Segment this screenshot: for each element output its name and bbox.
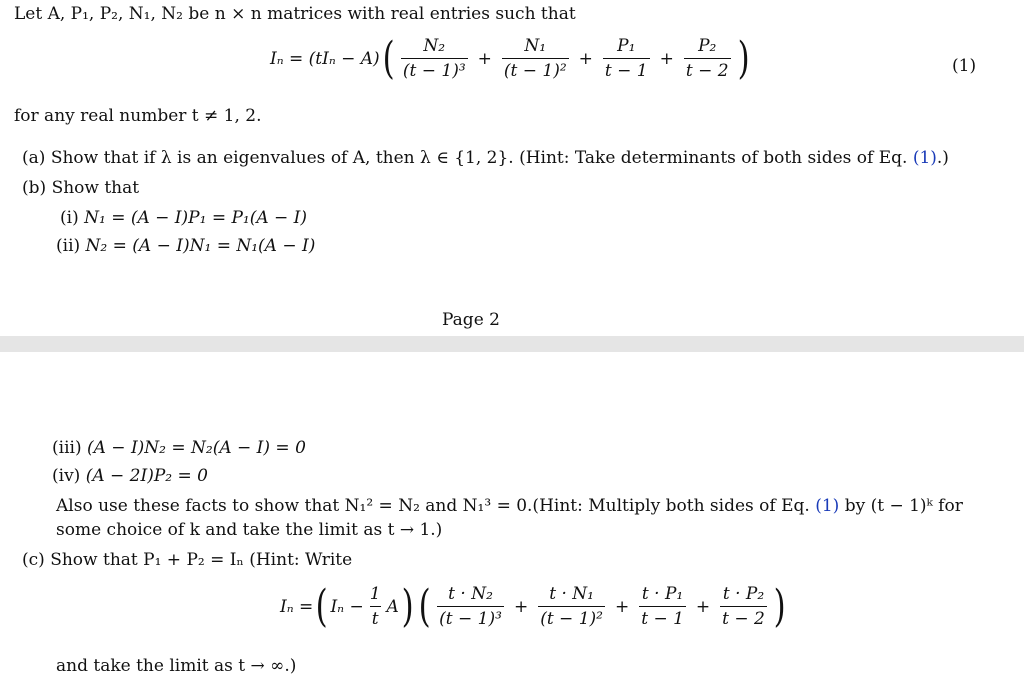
plus-sign: + — [578, 48, 593, 69]
fraction-tn2 — [437, 584, 504, 629]
part-b-label: (b) — [22, 178, 47, 198]
right-paren: ) — [773, 580, 786, 632]
closing-text: and take the limit as t → ∞.) — [56, 656, 297, 676]
fraction-one-over-t — [368, 584, 383, 629]
item-iv-label: (iv) — [52, 466, 81, 486]
equation-ref-link-2[interactable]: (1) — [815, 496, 840, 516]
fraction-denominator: t − 2 — [720, 606, 767, 629]
part-b-text: Show that — [51, 178, 140, 198]
item-i — [60, 208, 307, 228]
fraction-numerator: t · N₁ — [549, 584, 594, 604]
page-one — [0, 0, 1024, 336]
intro-text: Let A, P₁, P₂, N₁, N₂ be n × n matrices with real entries such that — [14, 4, 576, 24]
item-ii-label: (ii) — [56, 236, 81, 256]
fraction-denominator: t — [370, 606, 381, 629]
page-separator — [0, 336, 1024, 352]
item-iii-label: (iii) — [52, 438, 82, 458]
fraction-denominator: (t − 1)³ — [401, 58, 468, 81]
also-line-2: some choice of k and take the limit as t → 1.) — [56, 520, 443, 540]
item-iii-text: (A − I)N₂ = N₂(A − I) = 0 — [86, 438, 306, 458]
plus-sign: + — [659, 48, 674, 69]
left-paren: ( — [418, 580, 431, 632]
plus-sign: + — [513, 596, 529, 617]
fraction-n1 — [502, 36, 569, 81]
page-number-label: Page 2 — [442, 310, 500, 330]
fraction-numerator: t · P₂ — [722, 584, 765, 604]
fraction-numerator: P₁ — [617, 36, 636, 56]
fraction-tn1 — [538, 584, 605, 629]
item-ii-text: N₂ = (A − I)N₁ = N₁(A − I) — [85, 236, 316, 256]
fraction-tp1 — [639, 584, 686, 629]
part-c-label: (c) — [22, 550, 45, 570]
fraction-numerator: N₂ — [423, 36, 446, 56]
fraction-denominator: t − 1 — [639, 606, 686, 629]
also-text-b: by (t − 1)ᵏ for — [844, 496, 963, 516]
fraction-tp2 — [720, 584, 767, 629]
item-i-label: (i) — [60, 208, 79, 228]
condition-text: for any real number t ≠ 1, 2. — [14, 106, 262, 126]
fraction-n2 — [401, 36, 468, 81]
fraction-numerator: t · N₂ — [448, 584, 493, 604]
part-b — [22, 178, 139, 198]
equation2-factor-b: A — [386, 596, 399, 617]
item-iii — [52, 438, 306, 458]
item-i-text: N₁ = (A − I)P₁ = P₁(A − I) — [84, 208, 308, 228]
fraction-numerator: N₁ — [524, 36, 547, 56]
right-paren: ) — [737, 32, 750, 84]
also-text-a: Also use these facts to show that N₁² = N₂ and N₁³ = 0.(Hint: Multiply both sides of Eq. — [56, 496, 810, 516]
fraction-p2 — [684, 36, 731, 81]
part-a-label: (a) — [22, 148, 46, 168]
left-paren: ( — [382, 32, 395, 84]
fraction-denominator: (t − 1)³ — [437, 606, 504, 629]
right-paren: ) — [401, 580, 414, 632]
item-iv — [52, 466, 208, 486]
fraction-numerator: 1 — [369, 584, 381, 604]
plus-sign: + — [695, 596, 711, 617]
also-line-1 — [56, 496, 963, 516]
part-c — [22, 550, 352, 570]
equation-number: (1) — [952, 56, 977, 76]
fraction-denominator: t − 1 — [603, 58, 650, 81]
item-iv-text: (A − 2I)P₂ = 0 — [85, 466, 208, 486]
part-a-end: .) — [936, 148, 949, 168]
fraction-denominator: (t − 1)² — [502, 58, 569, 81]
equation-ref-link[interactable]: (1) — [912, 148, 937, 168]
page-two — [0, 352, 1024, 688]
equation2-factor-a: Iₙ − — [330, 596, 364, 617]
equation-1 — [270, 32, 752, 84]
plus-sign: + — [477, 48, 492, 69]
part-c-text: Show that P₁ + P₂ = Iₙ (Hint: Write — [50, 550, 353, 570]
fraction-p1 — [603, 36, 650, 81]
fraction-numerator: t · P₁ — [641, 584, 684, 604]
equation-lhs: Iₙ = (tIₙ − A) — [270, 48, 380, 69]
part-a — [22, 148, 949, 168]
item-ii — [56, 236, 315, 256]
fraction-denominator: (t − 1)² — [538, 606, 605, 629]
equation2-lhs: Iₙ = — [280, 596, 314, 617]
part-a-text: Show that if λ is an eigenvalues of A, then λ ∈ {1, 2}. (Hint: Take determinants of both sides of Eq. — [50, 148, 908, 168]
plus-sign: + — [614, 596, 630, 617]
fraction-denominator: t − 2 — [684, 58, 731, 81]
left-paren: ( — [315, 580, 328, 632]
equation-2 — [280, 580, 788, 632]
fraction-numerator: P₂ — [698, 36, 717, 56]
